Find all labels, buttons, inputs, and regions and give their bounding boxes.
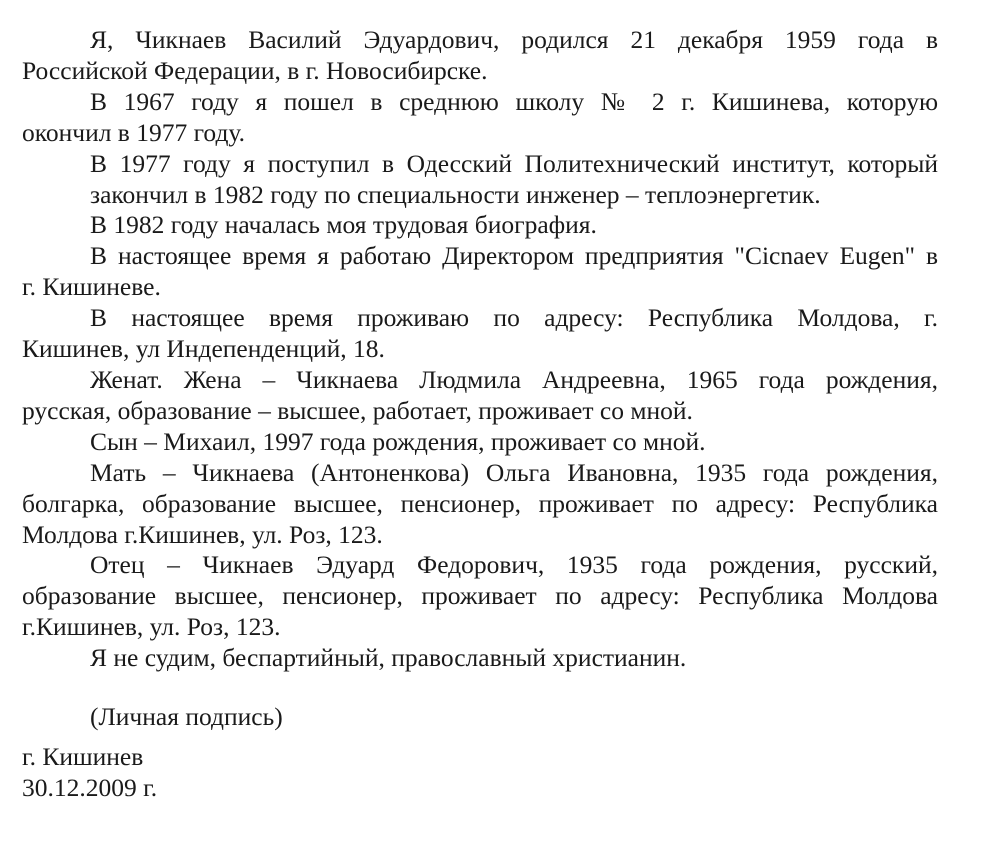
- paragraph: [22, 427, 938, 458]
- paragraph: [22, 87, 938, 149]
- paragraph: [22, 365, 938, 427]
- text-line: окончил в 1977 году.: [22, 117, 245, 147]
- text-line: В настоящее время проживаю по адресу: Республика Молдова, г.: [90, 303, 938, 333]
- signature-line: (Личная подпись): [90, 702, 283, 731]
- paragraph: [22, 25, 938, 87]
- paragraph: [22, 210, 938, 241]
- paragraph: [22, 550, 938, 643]
- text-line: В 1982 году началась моя трудовая биография.: [90, 210, 597, 240]
- text-line: В 1977 году я поступил в Одесский Политехнический институт, который: [90, 148, 938, 178]
- paragraph: [22, 303, 938, 365]
- text-line: закончил в 1982 году по специальности инженер – теплоэнергетик.: [90, 179, 821, 209]
- text-line: Отец – Чикнаев Эдуард Федорович, 1935 года рождения, русский,: [90, 550, 938, 580]
- date: 30.12.2009 г.: [22, 772, 158, 802]
- document-body: [22, 25, 938, 674]
- text-line: русская, образование – высшее, работает, проживает со мной.: [22, 395, 693, 425]
- paragraph: [22, 241, 938, 303]
- text-line: В настоящее время я работаю Директором предприятия "Cicnaev Eugen" в: [90, 241, 938, 271]
- text-line: В 1967 году я пошел в среднюю школу № 2 г. Кишинева, которую: [90, 86, 938, 116]
- paragraph: [22, 458, 938, 551]
- text-line: Молдова г.Кишинев, ул. Роз, 123.: [22, 519, 383, 549]
- text-line: Я не судим, беспартийный, православный христианин.: [90, 643, 687, 673]
- text-line: Российской Федерации, в г. Новосибирске.: [22, 55, 488, 85]
- text-line: г.Кишинев, ул. Роз, 123.: [22, 612, 281, 642]
- text-line: образование высшее, пенсионер, проживает по адресу: Республика Молдова: [22, 581, 938, 611]
- text-line: Мать – Чикнаева (Антоненкова) Ольга Ивановна, 1935 года рождения,: [90, 457, 938, 487]
- text-line: болгарка, образование высшее, пенсионер, проживает по адресу: Республика: [22, 488, 938, 518]
- text-line: Женат. Жена – Чикнаева Людмила Андреевна, 1965 года рождения,: [90, 364, 938, 394]
- paragraph: [22, 149, 938, 211]
- text-line: Сын – Михаил, 1997 года рождения, проживает со мной.: [90, 426, 706, 456]
- text-line: г. Кишиневе.: [22, 272, 161, 302]
- text-line: Кишинев, ул Индепенденций, 18.: [22, 334, 385, 364]
- text-line: Я, Чикнаев Василий Эдуардович, родился 21 декабря 1959 года в: [90, 25, 938, 54]
- document-footer: [22, 702, 938, 804]
- city: г. Кишинев: [22, 741, 144, 771]
- paragraph: [22, 643, 938, 674]
